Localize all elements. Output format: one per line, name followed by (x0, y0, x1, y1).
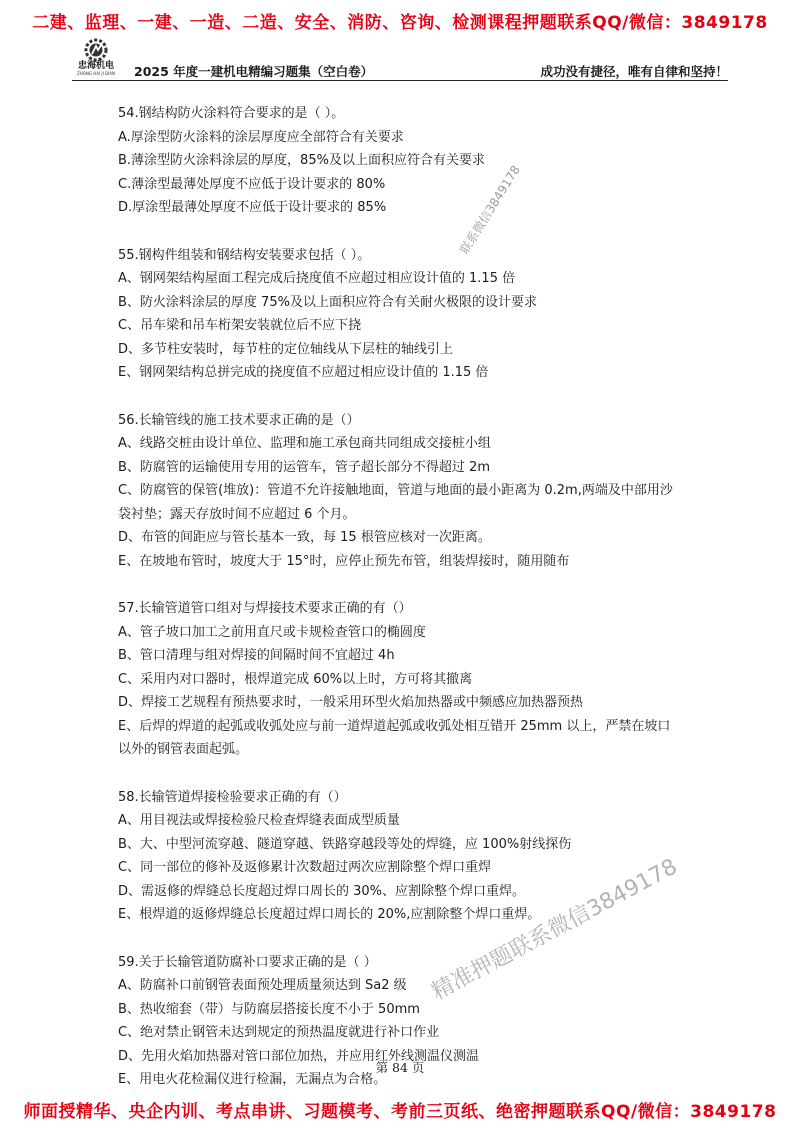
option-c: C、同一部位的修补及返修累计次数超过两次应割除整个焊口重焊 (118, 860, 492, 875)
option-e: E、根焊道的返修焊缝总长度超过焊口周长的 20%,应割除整个焊口重焊。 (118, 907, 541, 922)
watermark-large: 精准押题联系微信3849178 (427, 854, 682, 1006)
option-d: D.厚涂型最薄处厚度不应低于设计要求的 85% (118, 200, 387, 215)
option-d: D、多节柱安装时，每节柱的定位轴线从下层柱的轴线引上 (118, 341, 454, 357)
option-a: A、用目视法或焊接检验尺检查焊缝表面成型质量 (118, 813, 400, 828)
document-title: 2025 年度一建机电精编习题集（空白卷） (134, 64, 374, 79)
logo (72, 38, 120, 80)
option-c: C.薄涂型最薄处厚度不应低于设计要求的 80% (118, 176, 386, 192)
header-motto: 成功没有捷径，唯有自律和坚持！ (540, 64, 728, 79)
option-a: A、钢网架结构屋面工程完成后挠度值不应超过相应设计值的 1.15 倍 (118, 271, 516, 286)
option-b: B、管口清理与组对焊接的间隔时间不宜超过 4h (118, 648, 395, 663)
option-e: E、用电火花检漏仪进行检漏，无漏点为合格。 (118, 1072, 387, 1087)
question-stem: 55.钢构件组装和钢结构安装要求包括（ ）。 (118, 247, 371, 263)
page-header (72, 38, 728, 81)
option-b: B.薄涂型防火涂料涂层的厚度，85%及以上面积应符合有关要求 (118, 153, 485, 168)
bottom-ad-banner: 师面授精华、央企内训、考点串讲、习题模考、考前三页纸、绝密押题联系QQ/微信：3849178 (23, 1102, 777, 1122)
option-c: C、防腐管的保管(堆放)：管道不允许接触地面，管道与地面的最小距离为 0.2m,两端及中部用沙袋衬垫；露天存放时间不应超过 6 个月。 (118, 483, 673, 522)
option-c: C、采用内对口器时，根焊道完成 60%以上时，方可将其撤离 (118, 671, 473, 687)
question-56 (118, 409, 678, 574)
question-stem: 54.钢结构防火涂料符合要求的是（ ）。 (118, 106, 345, 121)
option-b: B、防腐管的运输使用专用的运管车，管子超长部分不得超过 2m (118, 459, 490, 475)
question-57 (118, 597, 678, 762)
logo-name: 忠海机电 (77, 61, 114, 71)
option-d: D、需返修的焊缝总长度超过焊口周长的 30%、应割除整个焊口重焊。 (118, 883, 526, 899)
option-e: E、后焊的焊道的起弧或收弧处应与前一道焊道起弧或收弧处相互错开 25mm 以上，严禁在坡口以外的钢管表面起弧。 (118, 718, 671, 757)
question-stem: 58.长输管道焊接检验要求正确的有（） (118, 789, 347, 805)
question-list (118, 102, 678, 1116)
option-d: D、布管的间距应与管长基本一致，每 15 根管应核对一次距离。 (118, 530, 491, 545)
option-b: B、热收缩套（带）与防腐层搭接长度不小于 50mm (118, 1001, 420, 1017)
option-a: A、防腐补口前钢管表面预处理质量须达到 Sa2 级 (118, 978, 407, 993)
option-e: E、在坡地布管时，坡度大于 15°时，应停止预先布管，组装焊接时，随用随布 (118, 553, 570, 569)
watermark-small: 联系微信3849178 (457, 163, 523, 257)
question-stem: 59.关于长输管道防腐补口要求正确的是（ ） (118, 954, 377, 970)
option-d: D、焊接工艺规程有预热要求时，一般采用环型火焰加热器或中频感应加热器预热 (118, 695, 584, 710)
option-c: C、绝对禁止钢管未达到规定的预热温度就进行补口作业 (118, 1025, 440, 1040)
top-ad-banner: 二建、监理、一建、一造、二造、安全、消防、咨询、检测课程押题联系QQ/微信：3849178 (32, 13, 768, 33)
question-stem: 57.长输管道管口组对与焊接技术要求正确的有（） (118, 601, 412, 616)
question-54 (118, 102, 678, 220)
option-a: A、线路交桩由设计单位、监理和施工承包商共同组成交接桩小组 (118, 436, 491, 451)
option-b: B、大、中型河流穿越、隧道穿越、铁路穿越段等处的焊缝，应 100%射线探伤 (118, 836, 572, 852)
question-stem: 56.长输管线的施工技术要求正确的是（） (118, 412, 360, 428)
logo-subtitle: ZHONG HAI JI DIAN (76, 71, 116, 76)
gear-logo-icon (81, 38, 111, 62)
option-e: E、钢网架结构总拼完成的挠度值不应超过相应设计值的 1.15 倍 (118, 365, 489, 380)
option-c: C、吊车梁和吊车桁架安装就位后不应下挠 (118, 318, 362, 333)
question-55 (118, 244, 678, 385)
page-number: 第 84 页 (375, 1060, 425, 1075)
option-d: D、先用火焰加热器对管口部位加热，并应用红外线测温仪测温 (118, 1048, 480, 1064)
option-b: B、防火涂料涂层的厚度 75%及以上面积应符合有关耐火极限的设计要求 (118, 294, 537, 310)
option-a: A.厚涂型防火涂料的涂层厚度应全部符合有关要求 (118, 129, 404, 145)
option-a: A、管子坡口加工之前用直尺或卡规检查管口的椭圆度 (118, 624, 426, 640)
